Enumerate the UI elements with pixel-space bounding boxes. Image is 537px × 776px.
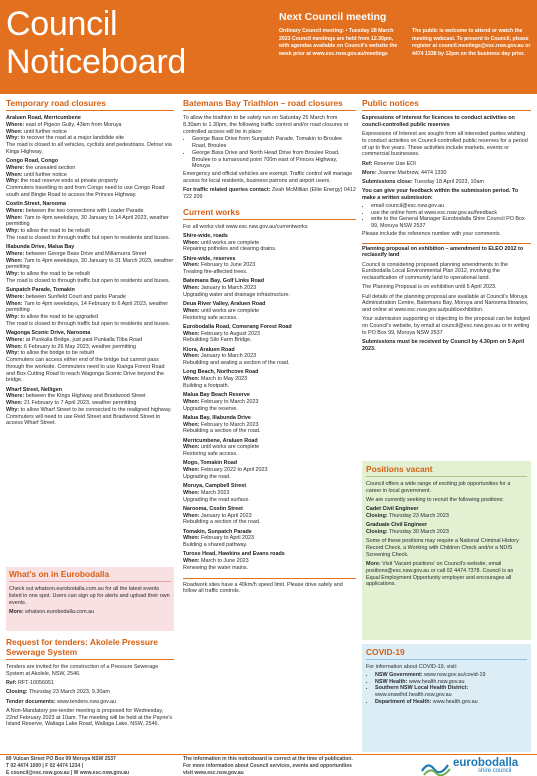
- current-works-item-line: Building a footpath.: [183, 382, 230, 389]
- current-works-item-line: When: until works are complete: [183, 307, 260, 314]
- road-closure-item-line: Where: the unsealed section: [6, 164, 76, 171]
- current-works-item-title: Moruya, Campbell Street: [183, 483, 247, 489]
- tender-title: Request for tenders: Akolele Pressure Sewerage System: [6, 637, 174, 660]
- current-works-item-line: When: January to March 2023: [183, 285, 257, 291]
- masthead-title: Council Noticeboard: [6, 5, 187, 81]
- road-closure-item-title: Wagonga Scenic Drive, Narooma: [6, 330, 91, 336]
- job-title: Cadet Civil Engineer: [366, 506, 419, 513]
- road-closure-item-line: Where: between George Bass Drive and Millamurra Street: [6, 250, 147, 257]
- licence-notice-title: Expressions of interest for licences to conduct activities on council-controlled public reserves: [362, 115, 515, 128]
- current-works-item-line: Rebuilding a section of the road.: [183, 519, 261, 526]
- job-title: Graduate Civil Engineer: [366, 522, 428, 529]
- footer-email-web[interactable]: E council@esc.nsw.gov.au | W www.esc.nsw.gov.au: [6, 769, 130, 776]
- road-closure-item-line: Commuters travelling to and from Congo need to use Congo Road south and Bingie Road to access the Princes Highway.: [6, 185, 165, 198]
- positions-vacant-panel: [362, 461, 531, 640]
- job-list: [366, 506, 527, 536]
- current-works-item-line: When: January to April 2023: [183, 512, 252, 519]
- road-closure-item-title: Araluen Road, Merricumbene: [6, 115, 81, 121]
- road-closure-item-line: Why: to allow the road to be rebuilt: [6, 228, 90, 234]
- current-works-item-title: Deua River Valley, Araluen Road: [183, 301, 266, 307]
- next-meeting-title: Next Council meeting: [279, 11, 387, 23]
- footer-disclaimer: The information in this noticeboard is correct at the time of publication. For more information about Council services, events and opportunities visit www.esc.nsw.gov.au: [183, 756, 353, 776]
- road-closure-item-line: When: until further notice: [6, 128, 67, 135]
- current-works-item-title: Mogo, Tomakin Road: [183, 460, 238, 467]
- triathlon-closure-bullet: • George Bass Drive from Sunpatch Parade, Tomakin to Broulee Road, Broulee: [192, 136, 356, 150]
- current-works-item-title: Merricumbene, Araluen Road: [183, 437, 258, 444]
- current-works-item-line: Upgrading the road surface.: [183, 496, 250, 503]
- triathlon-closure-bullet: • George Bass Drive and North Head Drive from Broulee Road, Broulee to a turnaround point 700m east of Princes Highway, Moruya: [192, 150, 356, 170]
- road-closure-item-title: Sunpatch Parade, Tomakin: [6, 287, 75, 293]
- current-works-title: Current works: [183, 207, 356, 220]
- current-works-item-line: Rebuilding a section of the road.: [183, 428, 261, 435]
- tender-line: Tender documents: www.tenders.nsw.gov.au: [6, 698, 117, 705]
- road-closure-item-line: Why: to recover the road at a major landslide site: [6, 135, 125, 142]
- logo-wave-icon: [420, 757, 452, 776]
- tender-line: Ref: RFT-10056051: [6, 680, 54, 686]
- triathlon-title: Batemans Bay Triathlon – road closures: [183, 98, 356, 111]
- covid-link: • Southern NSW Local Health District: www.snswlhd.health.nsw.gov.au: [375, 685, 527, 699]
- positions-checks-note: Some of these positions may require a National Criminal History Record Check, a Working with Children Check and/or a NDIS Screening Check.: [366, 538, 519, 558]
- current-works-item-title: Malua Bay Beach Reserve: [183, 392, 250, 398]
- licence-line: Submissions close: Tuesday 18 April 2023, 10am: [362, 179, 484, 185]
- logo-subtitle: shire council: [478, 768, 512, 774]
- current-works-item-line: Renewing the water mains.: [183, 564, 249, 571]
- current-works-item-line: Restoring safe access.: [183, 314, 238, 321]
- current-works-item-line: When: February to March 2023: [183, 421, 259, 428]
- road-closure-item-line: When: 7am to 4pm weekdays, 14 February to 6 April 2023, weather permitting: [6, 300, 169, 314]
- road-closure-item-line: When: 21 February to 7 April 2023, weather permitting: [6, 400, 137, 406]
- road-closure-item-line: The road is closed to through traffic but open to residents and buses.: [6, 320, 171, 327]
- submission-methods-list: [362, 203, 531, 230]
- road-closure-item-line: Commuters will need to use Reid Street and Braidwood Street to access Wharf Street.: [6, 413, 161, 427]
- current-works-item-line: When: March to June 2023: [183, 558, 249, 564]
- tender-line: A Non-Mandatory pre-tender meeting is proposed for Wednesday, 22nd February 2023 at 10am. The meeting will be held at the Payne's Island Reserve, Wallaga Lake Road, Wallaga Lake, NSW, 2546.: [6, 707, 173, 728]
- current-works-item-line: Treating fire-affected trees.: [183, 269, 248, 275]
- current-works-item-title: Long Beach, Northcove Road: [183, 369, 259, 376]
- road-closure-item-line: Where: between Sunfield Court and parks Parade: [6, 293, 126, 300]
- submission-method: • email council@esc.nsw.gov.au: [371, 203, 531, 210]
- submission-reference-note: Please include the reference number with your comments.: [362, 230, 502, 237]
- triathlon-closures-list: [183, 136, 356, 170]
- road-closure-item-line: When: 7am to 4pm weekdays, 30 January to 31 March 2023, weather permitting: [6, 257, 174, 271]
- current-works-item-line: When: until works are complete: [183, 239, 260, 246]
- current-works-list: [183, 233, 356, 572]
- current-works-item-line: When: March to May 2023: [183, 376, 248, 382]
- covid-panel: [362, 644, 531, 752]
- triathlon-contact: For traffic related queries contact: Zeah McMillian (Elite Energy) 0412 722 209: [183, 187, 356, 200]
- road-closure-item-line: The road is closed to all vehicles, cyclists and pedestrians. Detour via Kings Highway.: [6, 142, 172, 155]
- covid-link: • NSW Government: www.nsw.gov.au/covid-19: [375, 672, 527, 679]
- road-closure-item-line: Where: between the Kings Highway and Braidwood Street: [6, 393, 146, 400]
- road-closure-item-title: Wharf Street, Nelligen: [6, 386, 63, 393]
- road-closure-item-line: Where: east of Pigeon Gully, 43km from Moruya: [6, 121, 122, 128]
- current-works-item-line: When: February 2022 to April 2023: [183, 467, 268, 473]
- current-works-item-line: When: February to June 2023: [183, 262, 256, 269]
- current-works-item-line: When: January to March 2023: [183, 353, 257, 360]
- road-closure-item-line: Commuters can access either end of the bridge but cannot pass through the worksite. Commuters need to use Kianga Forest Road and Box Cutting Road to reach Wagonga Scenic Drive beyond the bridge.: [6, 357, 165, 384]
- header-banner: [0, 0, 537, 94]
- footer-phone: T 02 4474 1000 | F 02 4474 1234 |: [6, 762, 84, 769]
- planning-line: The Planning Proposal is on exhibition until 5 April 2023.: [362, 284, 497, 291]
- current-works-item-line: When: March 2023: [183, 489, 230, 496]
- current-works-item-line: Rebuilding and sealing a section of the road.: [183, 360, 290, 366]
- road-closure-item-title: Illabunda Drive, Malua Bay: [6, 244, 75, 250]
- road-closure-item-title: Congo Road, Congo: [6, 158, 59, 164]
- current-works-item-line: When: February to March 2023: [183, 398, 259, 405]
- whats-on-panel: [6, 567, 174, 631]
- tender-line: Tenders are invited for the construction of a Pressure Sewerage System at Akolele, NSW, 2546.: [6, 664, 159, 677]
- triathlon-intro: To allow the triathlon to be safely run on Saturday 25 March from 8.30am to 1.30pm, the following traffic control and/or road closures or controlled access will be in place:: [183, 115, 349, 135]
- footer-address: 89 Vulcan Street PO Box 99 Moruya NSW 2537: [6, 756, 116, 762]
- meeting-details: Ordinary Council meeting: • Tuesday 28 March 2023 Council meetings are held from 12.30pm, with agendas available on Council's website the week prior at www.esc.nsw.gov.au/meetings: [279, 28, 398, 57]
- left-column: [6, 98, 174, 427]
- road-closure-item-line: Why: to allow the road to be upgraded: [6, 314, 99, 320]
- current-works-item-title: Tomakin, Sunpatch Parade: [183, 528, 252, 535]
- whats-on-text: Check out whatson.eurobodalla.com.au for all the latest events listed in one spot. Users can sign up for alerts and upload their own events.: [9, 586, 170, 606]
- road-closure-item-line: Where: at Punkalla Bridge, just past Punkalla Tilba Road: [6, 336, 143, 343]
- whats-on-more[interactable]: More: whatson.eurobodalla.com.au: [9, 608, 95, 615]
- current-works-item-line: When: until works are complete: [183, 444, 260, 451]
- current-works-item-title: Shire-wide, roads: [183, 232, 228, 239]
- positions-more: More: Visit 'Vacant positions' on Council's website, email positions@esc.nsw.gov.au or call 02 4474 7378. Council is an Equal Employment Opportunity employer and encourages all applications.: [366, 561, 514, 588]
- road-closure-item-line: When: until further notice: [6, 171, 67, 178]
- covid-intro: For information about COVID-19, visit:: [366, 664, 458, 670]
- planning-line: Full details of the planning proposal are available at Council's Moruya Administration Centre, Batemans Bay, Moruya and Narooma libraries, and online at www.esc.nsw.gov.au/publicexhibition.: [362, 293, 529, 313]
- covid-link: • NSW Health: www.health.nsw.gov.au: [375, 679, 527, 686]
- tender-line: Closing: Thursday 23 March 2023, 9.30am: [6, 689, 110, 696]
- licence-line: Expressions of Interest are sought from all interested parties wishing to conduct activities on Council-controlled public reserves for a period of up to five years. These activities include markets, events or commercial businesses.: [362, 131, 528, 158]
- covid-link: • Department of Health: www.health.gov.au: [375, 699, 527, 706]
- road-closure-item-line: Why: to allow the road to be rebuilt: [6, 271, 90, 277]
- planning-line: Your submission supporting or objecting to the proposal can be lodged on Council's website, by email at council@esc.nsw.gov.au or in writing to PO Box 99, Moruya NSW 2537: [362, 316, 530, 336]
- current-works-item-title: Narooma, Costin Street: [183, 505, 243, 512]
- current-works-item-title: Tuross Head, Hawkins and Evans roads: [183, 551, 285, 558]
- middle-column: [183, 98, 356, 595]
- logo-wordmark: eurobodalla: [453, 757, 519, 769]
- covid-links-list: [366, 672, 527, 706]
- positions-intro: Council offers a wide range of exciting job opportunities for a career in local government.: [366, 481, 511, 494]
- road-closure-item-line: The road is closed to through traffic but open to residents and buses.: [6, 234, 171, 241]
- positions-title: Positions vacant: [366, 464, 527, 477]
- road-closure-item-line: When: 6 February to 26 May 2023, weather permitting: [6, 343, 137, 350]
- next-meeting-panel: [279, 11, 533, 91]
- road-closure-item-line: Why: to allow Wharf Street to be connected to the realigned highway.: [6, 406, 172, 413]
- current-works-item-title: Shire-wide, reserves: [183, 255, 236, 262]
- current-works-intro[interactable]: For all works visit www.esc.nsw.gov.au/currentworks: [183, 223, 308, 230]
- current-works-item-title: Batemans Bay, Golf Links Road: [183, 278, 265, 285]
- road-closure-item-line: Where: between the two connections with Loader Parade: [6, 207, 144, 214]
- road-closures-list: [6, 115, 174, 427]
- covid-title: COVID-19: [366, 647, 527, 660]
- tender-panel: [6, 637, 174, 728]
- current-works-item-line: Upgrading the road.: [183, 473, 231, 480]
- job-closing: Closing: Thursday 23 March 2023: [366, 513, 449, 519]
- footer-contact: [6, 756, 181, 776]
- submission-title: You can give your feedback within the submission period. To make a written submission:: [362, 188, 519, 201]
- triathlon-exempt-text: Emergency and official vehicles are exempt. Traffic control will manage access for local residents, business patrons and airport users.: [183, 171, 353, 184]
- eurobodalla-logo: [420, 757, 535, 776]
- current-works-item-line: When: February to April 2023: [183, 535, 255, 542]
- current-works-item-line: Upgrading water and drainage infrastructure.: [183, 291, 290, 298]
- current-works-item-line: Building a shared pathway.: [183, 542, 248, 548]
- licence-line: More: Joanne Marbrow, 4474 1330: [362, 169, 447, 176]
- current-works-item-title: Kiora, Araluen Road: [183, 346, 235, 353]
- planning-proposal-title: Planning proposal on exhibition – amendment to ELEO 2012 to reclassify land: [362, 243, 531, 260]
- current-works-item-title: Malua Bay, Illabunda Drive: [183, 414, 251, 421]
- road-closures-title: Temporary road closures: [6, 98, 174, 111]
- positions-intro-2: We are currently seeking to recruit the following positions:: [366, 497, 504, 503]
- speed-limit-note: Roadwork sites have a 40km/h speed limit. Please drive safely and follow all traffic controls.: [183, 578, 356, 596]
- road-closure-item-line: When: 7am to 4pm weekdays, 30 January to 14 April 2023, weather permitting: [6, 214, 169, 228]
- road-closure-item-line: The road is closed to through traffic but open to residents and buses.: [6, 277, 171, 284]
- tender-details: [6, 664, 174, 728]
- meeting-public-info: The public is welcome to attend or watch the meeting webcast. To present to Council, please register at council.meetings@esc.nsw.gov.au or 4474 1338 by 12pm on the business day prior.: [412, 28, 531, 57]
- road-closure-item-line: Why: the road reserve ends at private property: [6, 178, 119, 185]
- current-works-item-line: Rebuilding Silo Farm Bridge.: [183, 337, 252, 344]
- right-column: [362, 98, 531, 353]
- submission-method: • write to the General Manager Eurobodalla Shire Council PO Box 99, Moruya NSW 2537: [371, 216, 531, 230]
- planning-submission-deadline: Submissions must be received by Council by 4.30pm on 5 April 2023.: [362, 339, 525, 352]
- current-works-item-line: Upgrading the reserve.: [183, 405, 238, 412]
- licence-line: Ref: Reserve Use EOI: [362, 160, 416, 167]
- footer: [0, 754, 537, 776]
- public-notices-title: Public notices: [362, 98, 531, 111]
- whats-on-title: What's on in Eurobodalla: [9, 569, 171, 582]
- current-works-item-line: Repairing potholes and clearing drains.: [183, 246, 277, 253]
- job-closing: Closing: Thursday 30 March 2023: [366, 529, 449, 535]
- planning-proposal-details: [362, 262, 531, 337]
- current-works-item-line: When: February to August 2023: [183, 330, 261, 337]
- road-closure-item-title: Costin Street, Narooma: [6, 201, 66, 207]
- planning-line: Council is considering proposed planning amendments to the Eurobodalla Local Environmental Plan 2012, involving the reclassification of community land to operational land.: [362, 261, 508, 281]
- current-works-item-title: Eurobodalla Road, Comerang Forest Road: [183, 323, 292, 330]
- licence-notice-details: [362, 131, 531, 186]
- road-closure-item-line: Why: to allow the bridge to be rebuilt: [6, 350, 95, 357]
- current-works-item-line: Restoring safe access.: [183, 451, 238, 457]
- submission-method: • use the online form at www.esc.nsw.gov.au/feedback: [371, 210, 531, 217]
